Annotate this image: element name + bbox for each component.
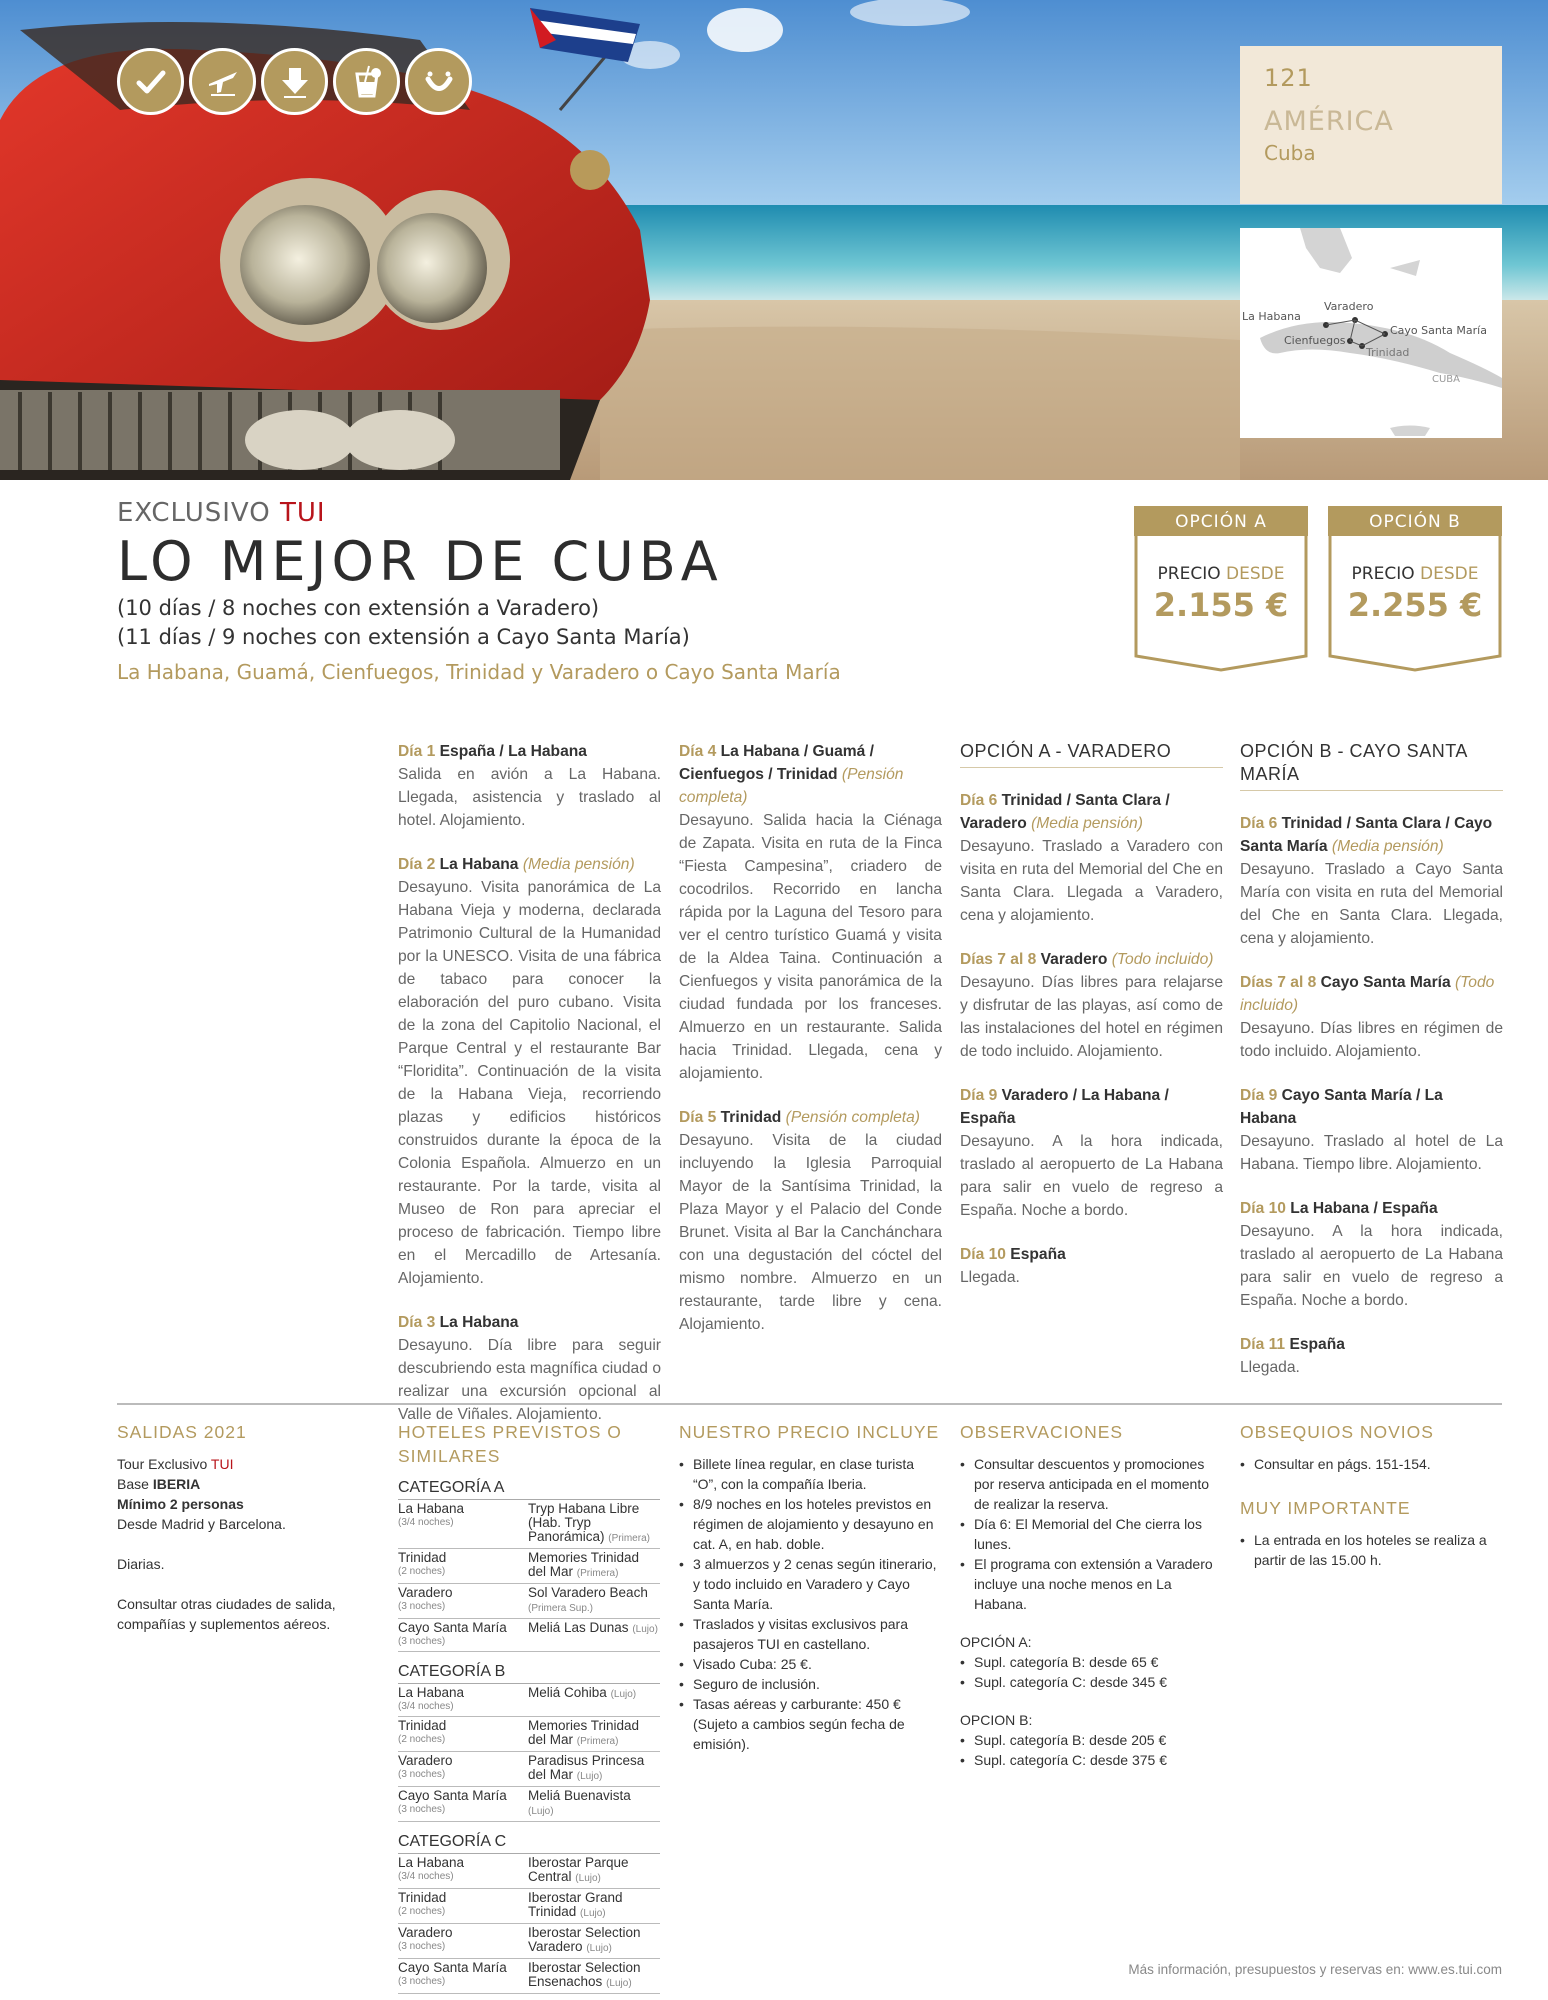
hotel-category: (Lujo) <box>580 1908 606 1919</box>
day-description: Desayuno. Traslado a Cayo Santa María con visita en ruta del Memorial del Che en Santa Clara. Llegada, cena y alojamiento. <box>1240 861 1503 947</box>
hotel-nights: (2 noches) <box>398 1906 446 1917</box>
day-place: Varadero / La Habana / España <box>960 1087 1169 1127</box>
section-tag <box>1240 46 1502 204</box>
hotel-name-cell <box>528 1551 660 1581</box>
hotel-category: (Lujo) <box>576 1771 603 1782</box>
day-number: Días 7 al 8 <box>1240 974 1317 991</box>
day-place: Varadero <box>1040 951 1108 968</box>
hotel-category: (Primera Sup.) <box>528 1603 594 1614</box>
day-description: Desayuno. A la hora indicada, traslado al aeropuerto de La Habana para salir en vuelo de regreso a España. Noche a bordo. <box>1240 1223 1503 1309</box>
day-number: Día 9 <box>960 1087 998 1104</box>
observations-heading: OBSERVACIONES <box>960 1422 1124 1442</box>
hotel-city: La Habana <box>398 1501 465 1516</box>
hotel-category: (Primera) <box>608 1533 650 1544</box>
itinerary-day <box>1240 1084 1503 1176</box>
day-meal-plan: (Media pensión) <box>522 856 635 873</box>
hotel-category: (Primera) <box>576 1568 619 1579</box>
day-heading <box>679 740 942 809</box>
day-number: Día 10 <box>1240 1200 1286 1217</box>
salidas-tour: Tour Exclusivo TUI <box>117 1456 234 1472</box>
hotel-category: (Lujo) <box>575 1873 601 1884</box>
day-number: Día 4 <box>679 743 717 760</box>
list-item: • Billete línea regular, en clase turista “O”, con la compañía Iberia. <box>679 1454 941 1494</box>
hotel-nights: (3 noches) <box>398 1804 446 1815</box>
list-item: • Día 6: El Memorial del Che cierra los lunes. <box>960 1514 1222 1554</box>
price-option-label: OPCIÓN A <box>1175 512 1267 532</box>
hotel-name-cell <box>528 1621 660 1649</box>
list-item: • La entrada en los hoteles se realiza a partir de las 15.00 h. <box>1240 1530 1502 1570</box>
hotel-nights: (3 noches) <box>398 1976 446 1987</box>
day-description: Desayuno. A la hora indicada, traslado al aeropuerto de La Habana para salir en vuelo de regreso a España. Noche a bordo. <box>960 1133 1223 1219</box>
salidas-note: Consultar otras ciudades de salida, compañías y suplementos aéreos. <box>117 1596 336 1632</box>
gifts-section <box>1240 1420 1502 1570</box>
important-heading: MUY IMPORTANTE <box>1240 1498 1411 1518</box>
option-a-supplements-heading: OPCIÓN A: <box>960 1634 1032 1650</box>
hotel-city: Varadero <box>398 1925 453 1940</box>
list-item: • 3 almuerzos y 2 cenas según itinerario, y todo incluido en Varadero y Cayo Santa María. <box>679 1554 941 1614</box>
hotel-row <box>398 1717 660 1752</box>
hotel-city: Cayo Santa María <box>398 1960 507 1975</box>
list-item: • Supl. categoría B: desde 205 € <box>960 1730 1222 1750</box>
hotel-row <box>398 1854 660 1889</box>
map-label-varadero: Varadero <box>1324 300 1374 313</box>
subtitle-cayo: (11 días / 9 noches con extensión a Cayo Santa María) <box>117 625 690 649</box>
hotels-heading: HOTELES PREVISTOS O SIMILARES <box>398 1422 622 1466</box>
itinerary-column-option-a <box>960 740 1223 1310</box>
day-number: Día 9 <box>1240 1087 1278 1104</box>
list-item: • Traslados y visitas exclusivos para pasajeros TUI en castellano. <box>679 1614 941 1654</box>
itinerary-day <box>1240 971 1503 1063</box>
hotel-category-heading: CATEGORÍA B <box>398 1662 660 1684</box>
salidas-minimum: Mínimo 2 personas <box>117 1496 244 1512</box>
hotel-name: Iberostar Grand Trinidad <box>528 1890 623 1919</box>
hotel-nights: (3/4 noches) <box>398 1701 454 1712</box>
hotel-city-cell <box>398 1621 528 1649</box>
list-item: • Supl. categoría C: desde 375 € <box>960 1750 1222 1770</box>
day-heading <box>960 948 1223 971</box>
day-place: La Habana <box>439 856 519 873</box>
hotel-city-cell <box>398 1586 528 1616</box>
day-number: Día 10 <box>960 1246 1006 1263</box>
day-number: Día 11 <box>1240 1336 1286 1353</box>
price-box-a <box>1134 506 1308 672</box>
day-description: Llegada. <box>960 1269 1020 1286</box>
itinerary-day <box>1240 812 1503 950</box>
list-item: • Consultar descuentos y promociones por reserva anticipada en el momento de realizar la reserva. <box>960 1454 1222 1514</box>
plane-icon <box>189 48 256 115</box>
hotel-city-cell <box>398 1926 528 1956</box>
day-number: Día 3 <box>398 1314 436 1331</box>
option-b-supplements-heading: OPCION B: <box>960 1712 1033 1728</box>
salidas-frequency: Diarias. <box>117 1556 165 1572</box>
map-label-cayo-santa-maria: Cayo Santa María <box>1390 324 1487 337</box>
hotel-category: (Lujo) <box>586 1943 612 1954</box>
price-value: 2.255 € <box>1347 586 1483 624</box>
hotel-name: Tryp Habana Libre (Hab. Tryp Panorámica) <box>528 1501 640 1544</box>
hotel-row <box>398 1889 660 1924</box>
day-heading <box>398 853 661 876</box>
day-description: Desayuno. Días libres en régimen de todo incluido. Alojamiento. <box>1240 1020 1503 1060</box>
important-list <box>1240 1530 1502 1570</box>
day-heading <box>960 1084 1223 1130</box>
day-place: Cayo Santa María <box>1320 974 1451 991</box>
day-heading <box>1240 1333 1503 1356</box>
list-item: • Tasas aéreas y carburante: 450 € (Sujeto a cambios según fecha de emisión). <box>679 1694 941 1754</box>
itinerary-column-2 <box>679 740 942 1357</box>
list-item: • Supl. categoría B: desde 65 € <box>960 1652 1222 1672</box>
day-number: Día 2 <box>398 856 436 873</box>
day-heading <box>1240 971 1503 1017</box>
day-description: Llegada. <box>1240 1359 1300 1376</box>
map-label-trinidad: Trinidad <box>1366 346 1410 359</box>
list-item: • Consultar en págs. 151-154. <box>1240 1454 1502 1474</box>
price-box-b <box>1328 506 1502 672</box>
hotel-row <box>398 1684 660 1717</box>
exclusive-brand: TUI <box>279 498 326 528</box>
hotel-city: Trinidad <box>398 1718 447 1733</box>
hotel-category: (Lujo) <box>610 1689 637 1700</box>
feature-icons <box>117 48 472 115</box>
hotel-city: Cayo Santa María <box>398 1788 507 1803</box>
hotel-city-cell <box>398 1754 528 1784</box>
hotel-name: Memories Trinidad del Mar <box>528 1550 640 1579</box>
day-description: Desayuno. Días libres para relajarse y disfrutar de las playas, así como de las instalaciones del hotel en régimen de todo incluido. Alojamiento. <box>960 974 1223 1060</box>
observations-list <box>960 1454 1222 1614</box>
hotel-name: Iberostar Parque Central <box>528 1855 629 1884</box>
itinerary-day <box>398 1311 661 1426</box>
hotel-city-cell <box>398 1551 528 1581</box>
hotel-name: Iberostar Selection Varadero <box>528 1925 641 1954</box>
day-description: Desayuno. Visita panorámica de La Habana Vieja y moderna, declarada Patrimonio Cultural de la Humanidad por la UNESCO. Visita de una fábrica de tabaco para conocer la elaboración del puro cubano. Visita de la zona del Capitolio Nacional, el Parque Central y el restaurante Bar “Floridita”. Continuación de la visita de la Habana Vieja, recorriendo plazas y edificios históricos construidos durante la época de la Colonia Española. Almuerzo en un restaurante. Por la tarde, visita al Museo de Ron para apreciar el proceso de fabricación. Tiempo libre en el Mercadillo de Artesanía. Alojamiento. <box>398 879 661 1287</box>
subtitle-varadero: (10 días / 8 noches con extensión a Varadero) <box>117 596 600 620</box>
day-place: La Habana / Guamá / Cienfuegos / Trinidad <box>679 743 875 783</box>
hotel-nights: (3/4 noches) <box>398 1871 454 1882</box>
day-description: Desayuno. Visita de la ciudad incluyendo la Iglesia Parroquial Mayor de la Santísima Trinidad, la Plaza Mayor y el Palacio del Conde Brunet. Visita al Bar la Canchánchara con una degustación del cóctel del mismo nombre. Almuerzo en un restaurante, tarde libre y cena. Alojamiento. <box>679 1132 942 1333</box>
hotel-category-heading: CATEGORÍA A <box>398 1478 660 1500</box>
price-label: PRECIO DESDE <box>1157 564 1285 584</box>
hotel-row <box>398 1549 660 1584</box>
day-description: Salida en avión a La Habana. Llegada, asistencia y traslado al hotel. Alojamiento. <box>398 766 661 829</box>
footer-info: Más información, presupuestos y reservas en: www.es.tui.com <box>1128 1962 1502 1977</box>
option-b-heading: OPCIÓN B - CAYO SANTA MARÍA <box>1240 740 1503 791</box>
page-title: LO MEJOR DE CUBA <box>117 530 723 593</box>
day-place: La Habana <box>439 1314 519 1331</box>
hotel-nights: (3 noches) <box>398 1769 446 1780</box>
day-heading <box>960 1243 1223 1266</box>
hotel-nights: (2 noches) <box>398 1566 446 1577</box>
day-meal-plan: (Todo incluido) <box>1240 974 1495 1014</box>
salidas-section <box>117 1420 379 1634</box>
hotel-name: Meliá Cohiba <box>528 1685 607 1700</box>
hotel-name-cell <box>528 1719 660 1749</box>
day-meal-plan: (Todo incluido) <box>1111 951 1214 968</box>
hotel-row <box>398 1584 660 1619</box>
hotel-nights: (2 noches) <box>398 1734 446 1745</box>
hotel-name-cell <box>528 1686 660 1714</box>
itinerary-day <box>679 740 942 1085</box>
hotel-city: La Habana <box>398 1685 465 1700</box>
itinerary-day <box>679 1106 942 1336</box>
hotel-nights: (3 noches) <box>398 1601 446 1612</box>
itinerary-column-1 <box>398 740 661 1447</box>
price-option-label: OPCIÓN B <box>1369 512 1461 532</box>
day-place: España <box>1010 1246 1066 1263</box>
hotel-city-cell <box>398 1891 528 1921</box>
hotel-category: (Lujo) <box>606 1978 632 1989</box>
hotel-city: La Habana <box>398 1855 465 1870</box>
hotel-name: Memories Trinidad del Mar <box>528 1718 640 1747</box>
hotel-city-cell <box>398 1789 528 1819</box>
day-meal-plan: (Pensión completa) <box>785 1109 920 1126</box>
day-heading <box>1240 1197 1503 1220</box>
hotel-row <box>398 1619 660 1652</box>
hotel-nights: (3/4 noches) <box>398 1517 454 1528</box>
day-heading <box>960 789 1223 835</box>
hotel-category: (Lujo) <box>528 1806 554 1817</box>
smile-icon <box>405 48 472 115</box>
itinerary-day <box>960 789 1223 927</box>
itinerary-day <box>960 1084 1223 1222</box>
hotel-nights: (3 noches) <box>398 1941 446 1952</box>
hotel-row <box>398 1959 660 1994</box>
day-description: Desayuno. Salida hacia la Ciénaga de Zapata. Visita en ruta de la Finca “Fiesta Campesina”, criadero de cocodrilos. Recorrido en lancha rápida por la Laguna del Tesoro para ver el centro turístico Guamá y visita de la Aldea Taina. Continuación a Cienfuegos y visita panorámica de la ciudad fundada por los franceses. Almuerzo en un restaurante. Salida hacia Trinidad. Llegada, cena y alojamiento. <box>679 812 942 1082</box>
salidas-origin: Desde Madrid y Barcelona. <box>117 1516 286 1532</box>
day-place: Trinidad <box>720 1109 782 1126</box>
hotel-name: Meliá Las Dunas <box>528 1620 629 1635</box>
list-item: • Visado Cuba: 25 €. <box>679 1654 941 1674</box>
day-place: La Habana / España <box>1290 1200 1438 1217</box>
map-label-cienfuegos: Cienfuegos <box>1284 334 1346 347</box>
hotel-name: Iberostar Selection Ensenachos <box>528 1960 641 1989</box>
day-description: Desayuno. Día libre para seguir descubriendo esta magnífica ciudad o realizar una excursión opcional al Valle de Viñales. Alojamiento. <box>398 1337 661 1423</box>
hotel-city-cell <box>398 1719 528 1749</box>
hotel-name-cell <box>528 1891 660 1921</box>
gifts-heading: OBSEQUIOS NOVIOS <box>1240 1422 1434 1442</box>
hotel-name: Meliá Buenavista <box>528 1788 631 1803</box>
includes-heading: NUESTRO PRECIO INCLUYE <box>679 1422 940 1442</box>
day-place: Trinidad / Santa Clara / Varadero <box>960 792 1170 832</box>
observations-section <box>960 1420 1222 1770</box>
map-label-cuba: CUBA <box>1432 374 1461 385</box>
hotel-name-cell <box>528 1961 660 1991</box>
hotel-name-cell <box>528 1586 660 1616</box>
country-label: Cuba <box>1264 141 1316 165</box>
itinerary-day <box>398 740 661 832</box>
day-heading <box>1240 812 1503 858</box>
day-number: Días 7 al 8 <box>960 951 1037 968</box>
gifts-list <box>1240 1454 1502 1474</box>
day-place: España <box>1289 1336 1345 1353</box>
hotels-section <box>398 1420 660 1994</box>
hotel-category-heading: CATEGORÍA C <box>398 1832 660 1854</box>
hotel-nights: (3 noches) <box>398 1636 446 1647</box>
hotel-name-cell <box>528 1856 660 1886</box>
hotel-name: Paradisus Princesa del Mar <box>528 1753 645 1782</box>
hotel-city: Trinidad <box>398 1550 447 1565</box>
list-item: • 8/9 noches en los hoteles previstos en régimen de alojamiento y desayuno en cat. A, en hab. doble. <box>679 1494 941 1554</box>
itinerary-day <box>960 948 1223 1063</box>
itinerary-day <box>960 1243 1223 1289</box>
hotel-name-cell <box>528 1926 660 1956</box>
day-place: Trinidad / Santa Clara / Cayo Santa María <box>1240 815 1493 855</box>
hotel-row <box>398 1752 660 1787</box>
hotel-city-cell <box>398 1961 528 1991</box>
day-meal-plan: (Media pensión) <box>1031 815 1143 832</box>
price-label: PRECIO DESDE <box>1351 564 1479 584</box>
option-a-supplements <box>960 1652 1222 1692</box>
itinerary-day <box>398 853 661 1290</box>
day-number: Día 6 <box>960 792 998 809</box>
hotel-city: Trinidad <box>398 1890 447 1905</box>
check-icon <box>117 48 184 115</box>
day-description: Desayuno. Traslado al hotel de La Habana. Tiempo libre. Alojamiento. <box>1240 1133 1503 1173</box>
hotel-city-cell <box>398 1502 528 1546</box>
map-label-la-habana: La Habana <box>1242 310 1301 323</box>
route-map <box>1240 228 1502 438</box>
hotel-row <box>398 1500 660 1549</box>
list-item: • Supl. categoría C: desde 345 € <box>960 1672 1222 1692</box>
itinerary-day <box>1240 1333 1503 1379</box>
day-number: Día 5 <box>679 1109 717 1126</box>
list-item: • El programa con extensión a Varadero incluye una noche menos en La Habana. <box>960 1554 1222 1614</box>
exclusive-label <box>117 498 326 528</box>
day-heading <box>679 1106 942 1129</box>
hotel-category: (Primera) <box>576 1736 619 1747</box>
hotel-city: Varadero <box>398 1753 453 1768</box>
hotel-row <box>398 1787 660 1822</box>
price-value: 2.155 € <box>1153 586 1289 624</box>
hotel-city-cell <box>398 1686 528 1714</box>
option-a-heading: OPCIÓN A - VARADERO <box>960 740 1223 768</box>
arrow-down-icon <box>261 48 328 115</box>
day-meal-plan: (Media pensión) <box>1331 838 1444 855</box>
day-place: Cayo Santa María / La Habana <box>1240 1087 1443 1127</box>
day-number: Día 1 <box>398 743 436 760</box>
route-line: La Habana, Guamá, Cienfuegos, Trinidad y Varadero o Cayo Santa María <box>117 660 841 684</box>
day-heading <box>398 1311 661 1334</box>
hotel-city: Varadero <box>398 1585 453 1600</box>
day-heading <box>398 740 661 763</box>
hotel-category: (Lujo) <box>632 1624 658 1635</box>
section-divider <box>117 1403 1502 1405</box>
option-b-supplements <box>960 1730 1222 1770</box>
itinerary-column-option-b <box>1240 740 1503 1400</box>
salidas-base: Base IBERIA <box>117 1476 201 1492</box>
includes-list <box>679 1454 941 1754</box>
hotel-name-cell <box>528 1754 660 1784</box>
day-number: Día 6 <box>1240 815 1278 832</box>
list-item: • Seguro de inclusión. <box>679 1674 941 1694</box>
hotel-name-cell <box>528 1789 660 1819</box>
itinerary-day <box>1240 1197 1503 1312</box>
day-heading <box>1240 1084 1503 1130</box>
hotel-name-cell <box>528 1502 660 1546</box>
salidas-heading: SALIDAS 2021 <box>117 1422 247 1442</box>
day-description: Desayuno. Traslado a Varadero con visita en ruta del Memorial del Che en Santa Clara. Llegada a Varadero, cena y alojamiento. <box>960 838 1223 924</box>
hotel-city-cell <box>398 1856 528 1886</box>
hotel-city: Cayo Santa María <box>398 1620 507 1635</box>
hotel-name: Sol Varadero Beach <box>528 1585 648 1600</box>
exclusive-prefix: EXCLUSIVO <box>117 498 271 528</box>
includes-section <box>679 1420 941 1754</box>
day-meal-plan: (Pensión completa) <box>679 766 904 806</box>
day-place: España / La Habana <box>439 743 587 760</box>
continent-label: AMÉRICA <box>1264 106 1394 137</box>
page-number: 121 <box>1264 64 1313 92</box>
hotel-row <box>398 1924 660 1959</box>
cocktail-icon <box>333 48 400 115</box>
